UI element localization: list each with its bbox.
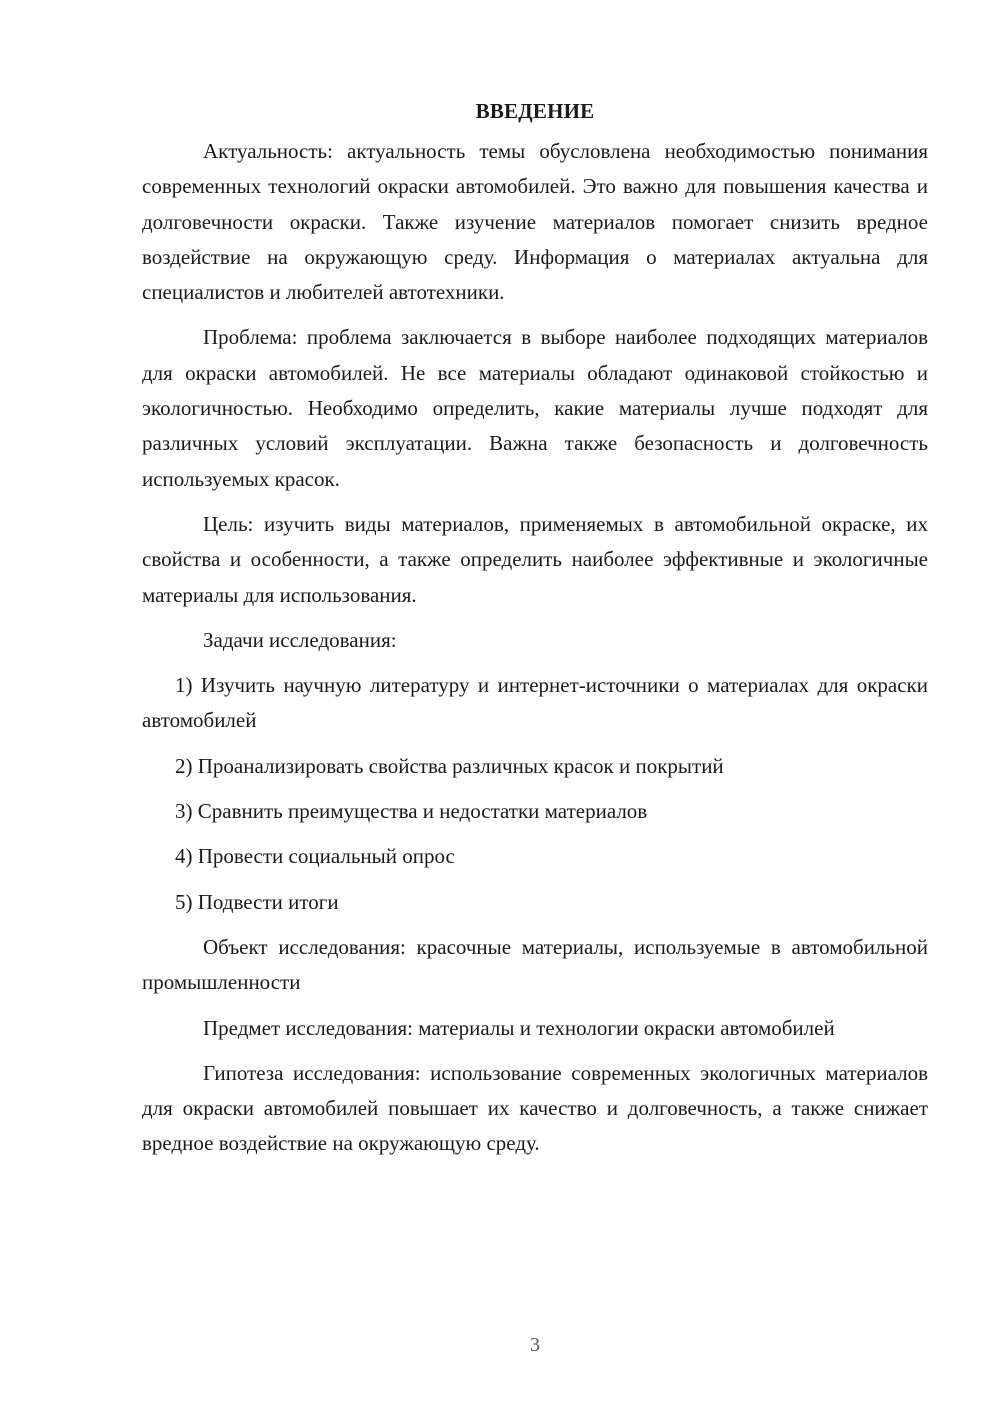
page-number: 3 (530, 1334, 540, 1356)
section-heading: ВВЕДЕНИЕ (475, 99, 595, 123)
relevance-paragraph: Актуальность: актуальность темы обусловлена необходимостью понимания современных технологий окраски автомобилей. Это важно для повышения качества и долговечности окраски. Также изучение материалов помогает снизить вредное воздействие на окружающую среду. Информация о материалах актуальна для специалистов и любителей автотехники. (142, 139, 928, 305)
subject-paragraph: Предмет исследования: материалы и технологии окраски автомобилей (203, 1015, 835, 1040)
tasks-list (142, 668, 928, 920)
hypothesis-paragraph: Гипотеза исследования: использование современных экологичных материалов для окраски автомобилей повышает их качество и долговечность, а также снижает вредное воздействие на окружающую среду. (142, 1060, 928, 1156)
task-item: 5) Подвести итоги (175, 889, 339, 914)
tasks-title: Задачи исследования: (203, 627, 397, 652)
problem-paragraph: Проблема: проблема заключается в выборе наиболее подходящих материалов для окраски автомобилей. Не все материалы обладают одинаковой стойкостью и экологичностью. Необходимо определить, какие материалы лучше подходят для различных условий эксплуатации. Важна также безопасность и долговечность используемых красок. (142, 325, 928, 491)
task-item: 2) Проанализировать свойства различных красок и покрытий (175, 753, 724, 778)
task-item: 1) Изучить научную литературу и интернет-источники о материалах для окраски автомобилей (142, 673, 928, 733)
document-page (142, 96, 928, 1172)
goal-paragraph: Цель: изучить виды материалов, применяемых в автомобильной окраске, их свойства и особенности, а также определить наиболее эффективные и экологичные материалы для использования. (142, 511, 928, 607)
task-item: 3) Сравнить преимущества и недостатки материалов (175, 799, 648, 824)
object-paragraph: Объект исследования: красочные материалы, используемые в автомобильной промышленности (142, 934, 928, 995)
task-item: 4) Провести социальный опрос (175, 844, 455, 869)
